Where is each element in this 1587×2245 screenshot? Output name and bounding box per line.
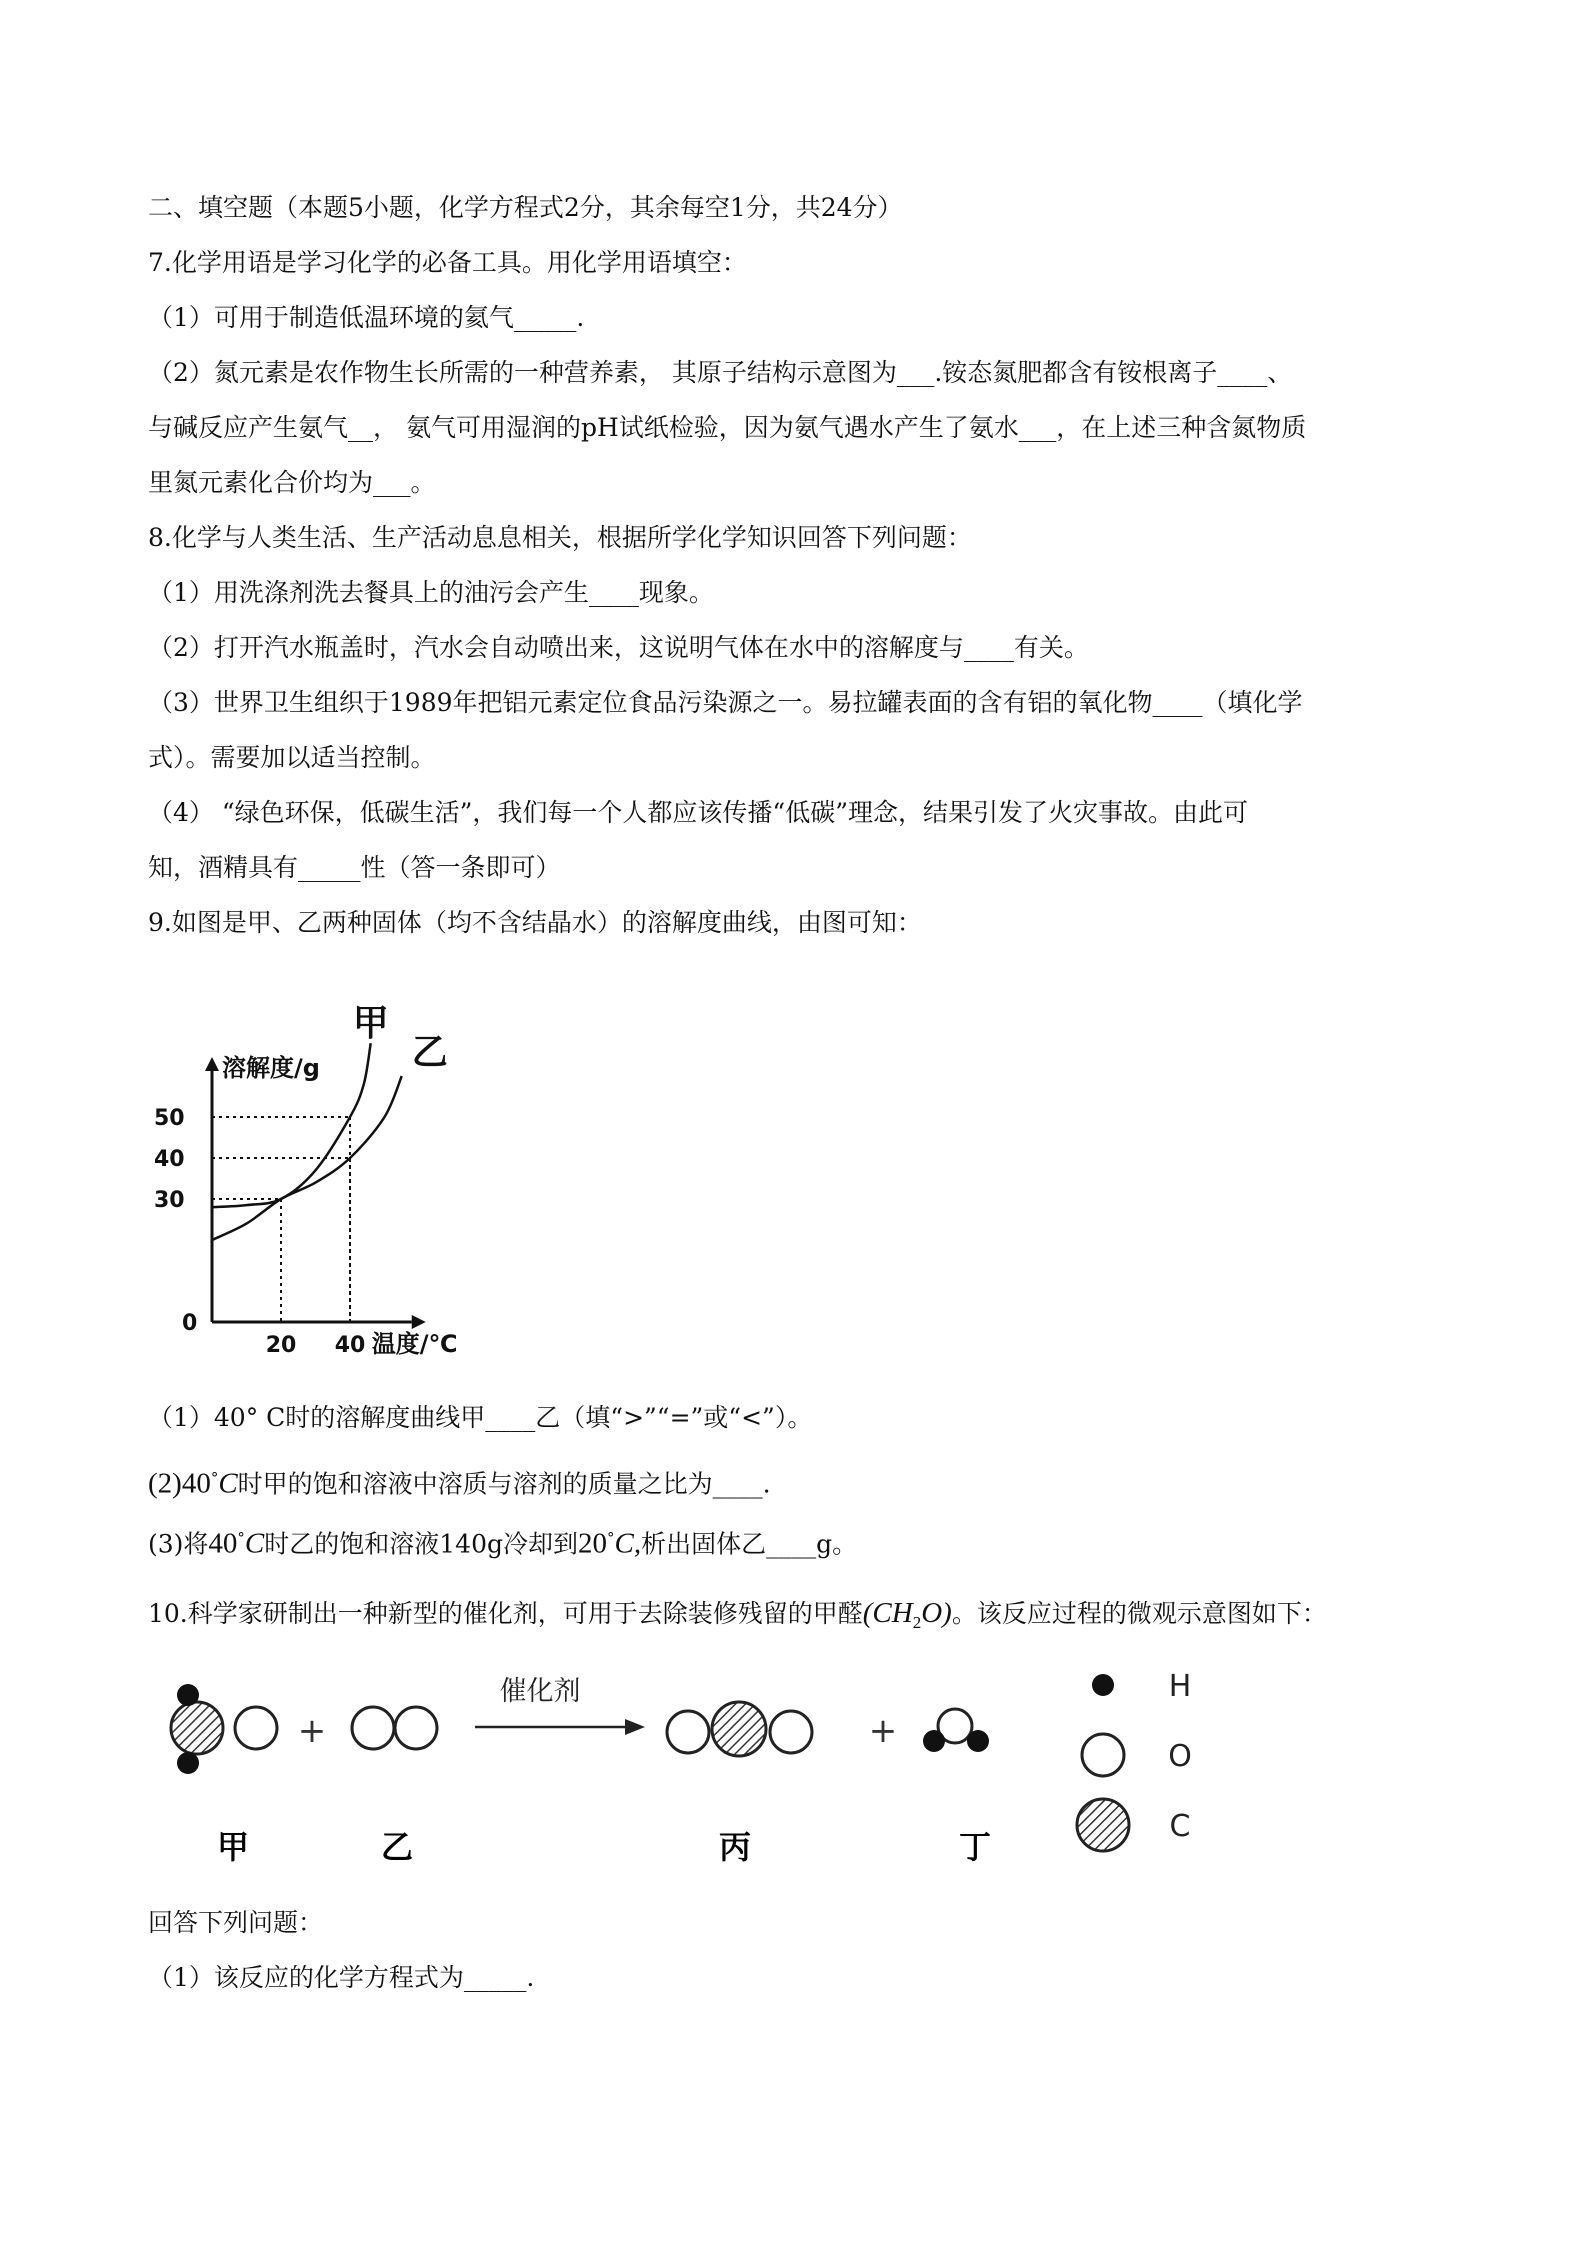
tick-label-origin: 0 bbox=[182, 1311, 198, 1336]
oxygen-atom bbox=[352, 1707, 394, 1749]
q9-part2 bbox=[148, 1460, 771, 1502]
label-jia: 甲 bbox=[216, 1828, 250, 1866]
oxygen-atom bbox=[667, 1711, 709, 1753]
reaction-diagram bbox=[140, 1655, 1240, 1895]
legend-oxygen-icon bbox=[1082, 1734, 1124, 1776]
q9-p3-celsius2: C, bbox=[614, 1527, 642, 1560]
q8-stem: 8.化学与人类生活、生产活动息息相关，根据所学化学知识回答下列问题： bbox=[148, 523, 972, 552]
q9-stem: 9.如图是甲、乙两种固体（均不含结晶水）的溶解度曲线，由图可知： bbox=[148, 908, 922, 937]
label-yi: 乙 bbox=[380, 1828, 414, 1866]
y-axis-arrow bbox=[205, 1057, 219, 1071]
q10-stem bbox=[148, 1595, 1327, 1641]
q9-p3-20: 20 bbox=[578, 1527, 607, 1560]
q10-formula-sub: 2 bbox=[912, 1613, 922, 1632]
q10-stem-pre: 10.科学家研制出一种新型的催化剂，可用于去除装修残留的甲醛 bbox=[148, 1599, 863, 1628]
q7-stem: 7.化学用语是学习化学的必备工具。用化学用语填空： bbox=[148, 248, 747, 277]
solubility-chart bbox=[130, 960, 600, 1380]
x-tick-label: 20 bbox=[265, 1333, 297, 1358]
hydrogen-atom bbox=[177, 1752, 199, 1774]
legend-c: C bbox=[1169, 1809, 1191, 1844]
q7-part2-line1: （2）氮元素是农作物生长所需的一种营养素， 其原子结构示意图为___.铵态氮肥都含有铵根离子____、 bbox=[148, 358, 1293, 387]
q9-p3-mid: 时乙的饱和溶液140g冷却到 bbox=[264, 1529, 578, 1559]
oxygen-atom bbox=[235, 1707, 277, 1749]
plus-sign-1: + bbox=[297, 1711, 327, 1751]
y-tick-label: 40 bbox=[154, 1147, 185, 1172]
legend-carbon-icon bbox=[1077, 1799, 1129, 1851]
catalyst-label: 催化剂 bbox=[499, 1676, 581, 1707]
carbon-atom bbox=[712, 1702, 766, 1756]
q8-part4-line2: 知，酒精具有_____性（答一条即可） bbox=[148, 853, 561, 882]
oxygen-atom bbox=[395, 1707, 437, 1749]
q9-p2-celsius: C bbox=[218, 1467, 238, 1500]
q9-p3-prefix: (3)将 bbox=[148, 1529, 209, 1559]
q8-part1: （1）用洗涤剂洗去餐具上的油污会产生____现象。 bbox=[148, 578, 714, 607]
q10-answer-intro: 回答下列问题： bbox=[148, 1908, 324, 1937]
arrow-head bbox=[625, 1719, 645, 1735]
y-tick-label: 30 bbox=[154, 1188, 185, 1213]
q9-p3-40: 40 bbox=[208, 1527, 238, 1560]
q9-p2-prefix: (2)40 bbox=[148, 1467, 211, 1500]
q9-part3 bbox=[148, 1520, 857, 1562]
q9-part1: （1）40° C时的溶解度曲线甲____乙（填“>”“=”或“<”）。 bbox=[148, 1403, 813, 1432]
label-bing: 丙 bbox=[718, 1828, 752, 1866]
q8-part3-line2: 式）。需要加以适当控制。 bbox=[148, 743, 436, 772]
q9-p2-degree: ° bbox=[210, 1469, 219, 1487]
x-axis-label: 温度/℃ bbox=[371, 1330, 458, 1358]
hydrogen-atom bbox=[923, 1730, 945, 1752]
molecule-ding bbox=[923, 1709, 989, 1752]
q9-p3-celsius: C bbox=[244, 1527, 265, 1560]
q10-formula-close: O) bbox=[921, 1597, 952, 1629]
section-title: 二、填空题（本题5小题，化学方程式2分，其余每空1分，共24分） bbox=[148, 193, 903, 222]
y-tick-label: 50 bbox=[154, 1106, 185, 1131]
x-axis-arrow bbox=[412, 1315, 426, 1329]
q8-part2: （2）打开汽水瓶盖时，汽水会自动喷出来，这说明气体在水中的溶解度与____有关。 bbox=[148, 633, 1089, 662]
hydrogen-atom bbox=[177, 1684, 199, 1706]
carbon-atom bbox=[171, 1702, 223, 1754]
legend-h: H bbox=[1168, 1669, 1192, 1704]
legend-hydrogen-icon bbox=[1092, 1674, 1114, 1696]
series-label-yi: 乙 bbox=[411, 1032, 448, 1073]
oxygen-atom bbox=[770, 1711, 812, 1753]
legend-o: O bbox=[1168, 1739, 1192, 1774]
q8-part4-line1: （4） “绿色环保，低碳生活”，我们每一个人都应该传播“低碳”理念，结果引发了火灾事故。由此可 bbox=[148, 798, 1248, 827]
molecule-bing bbox=[667, 1702, 812, 1756]
series-label-jia: 甲 bbox=[352, 1003, 389, 1045]
q10-stem-post: 。该反应过程的微观示意图如下： bbox=[951, 1599, 1327, 1628]
q9-p2-text: 时甲的饱和溶液中溶质与溶剂的质量之比为____. bbox=[237, 1469, 771, 1499]
plus-sign-2: + bbox=[868, 1711, 898, 1751]
hydrogen-atom bbox=[967, 1730, 989, 1752]
label-ding: 丁 bbox=[958, 1828, 992, 1866]
q9-p3-degree2: ° bbox=[607, 1529, 615, 1547]
q10-part1: （1）该反应的化学方程式为_____. bbox=[148, 1963, 535, 1992]
x-tick-label: 40 bbox=[334, 1333, 366, 1358]
y-axis-label: 溶解度/g bbox=[222, 1054, 320, 1082]
q7-part2-line3: 里氮元素化合价均为___。 bbox=[148, 468, 436, 497]
q9-p3-degree: ° bbox=[237, 1529, 245, 1547]
q9-p3-post: 析出固体乙____g。 bbox=[641, 1529, 858, 1559]
q7-part1: （1）可用于制造低温环境的氦气_____. bbox=[148, 303, 585, 332]
q10-formula-open: (CH bbox=[862, 1597, 913, 1629]
q8-part3-line1: （3）世界卫生组织于1989年把铝元素定位食品污染源之一。易拉罐表面的含有铝的氧化物____（填化学 bbox=[148, 688, 1303, 717]
molecule-yi bbox=[352, 1707, 437, 1749]
q7-part2-line2: 与碱反应产生氨气__， 氨气可用湿润的pH试纸检验，因为氨气遇水产生了氨水___，在上述三种含氮物质 bbox=[148, 413, 1307, 442]
atom-legend bbox=[1077, 1669, 1192, 1851]
molecule-jia bbox=[171, 1684, 277, 1774]
